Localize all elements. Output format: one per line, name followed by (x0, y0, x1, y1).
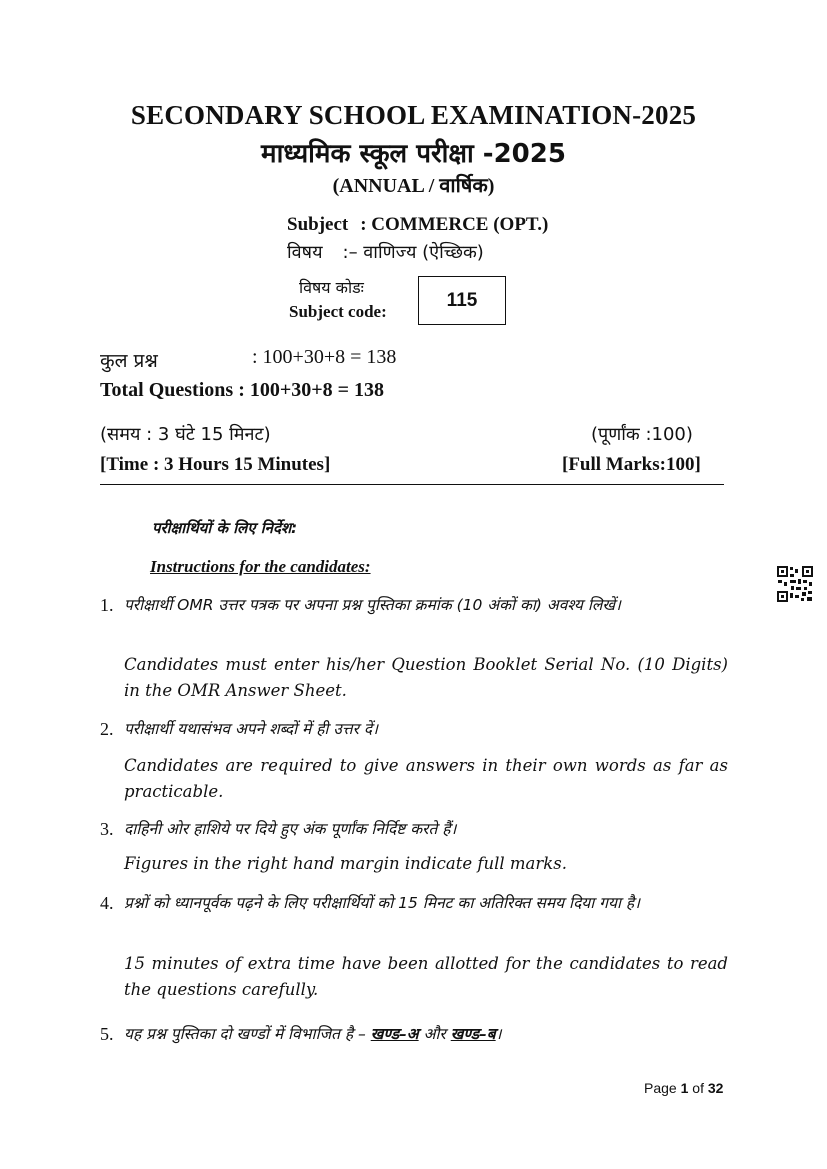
total-questions-label-en: Total Questions (100, 379, 234, 401)
instruction-text-hi: परीक्षार्थी OMR उत्तर पत्रक पर अपना प्रश्न पुस्तिका क्रमांक (10 अंकों का) अवश्य लिखें। (124, 596, 621, 614)
annual-label: (ANNUAL / वार्षिक) (332, 175, 495, 197)
instruction-number: 1. (100, 595, 114, 615)
instruction-number: 3. (100, 819, 114, 839)
total-questions-value-en: : 100+30+8 = 138 (238, 379, 385, 401)
time-en: [Time : 3 Hours 15 Minutes] (100, 454, 331, 475)
section-b-label: खण्ड–ब (450, 1025, 496, 1043)
time-hi: (समय : 3 घंटे 15 मिनट) (100, 424, 271, 445)
subject-line-en (287, 214, 548, 236)
instructions-heading-hi: परीक्षार्थियों के लिए निर्देश: (152, 519, 298, 537)
total-questions-value-hi: : 100+30+8 = 138 (252, 346, 397, 368)
exam-title-en: SECONDARY SCHOOL EXAMINATION-2025 (130, 100, 697, 130)
subject-value-hi: :– वाणिज्य (ऐच्छिक) (342, 242, 484, 263)
page-number: 1 (680, 1080, 689, 1096)
instruction-number: 4. (100, 893, 114, 913)
total-questions-en (100, 379, 384, 402)
instruction-text-en: 15 minutes of extra time have been allotted for the candidates to read the questions carefully. (124, 954, 728, 999)
instruction-5-and: और (423, 1025, 446, 1043)
qr-code-icon (776, 565, 814, 603)
instruction-text-hi: दाहिनी ओर हाशिये पर दिये हुए अंक पूर्णांक निर्दिष्ट करते हैं। (124, 820, 457, 838)
subject-code-label-en: Subject code: (289, 302, 387, 321)
subject-line-hi (287, 240, 484, 264)
instruction-text-en: Candidates are required to give answers in their own words as far as practicable. (124, 756, 728, 801)
page-footer (644, 1080, 723, 1096)
subject-code-label-hi: विषय कोडः (299, 278, 364, 297)
subject-code-box: 115 (418, 276, 506, 325)
page-of-label: of (692, 1080, 704, 1096)
instruction-text-hi: परीक्षार्थी यथासंभव अपने शब्दों में ही उत्तर दें। (124, 720, 378, 738)
subject-label-hi: विषय (287, 242, 323, 263)
page-total: 32 (707, 1080, 724, 1096)
exam-title-hi: माध्यमिक स्कूल परीक्षा -2025 (261, 139, 566, 169)
instruction-number: 5. (100, 1024, 114, 1044)
full-marks-en: [Full Marks:100] (562, 454, 701, 475)
full-marks-hi: (पूर्णांक :100) (591, 424, 693, 445)
instruction-text-en: Figures in the right hand margin indicate full marks. (124, 854, 567, 873)
total-questions-label-hi: कुल प्रश्न (100, 350, 158, 372)
instruction-5-end: । (495, 1025, 502, 1043)
instruction-number: 2. (100, 719, 114, 739)
section-a-label: खण्ड–अ (370, 1025, 419, 1043)
page-label: Page (644, 1080, 677, 1096)
header-divider (100, 484, 724, 485)
instruction-5-prefix: यह प्रश्न पुस्तिका दो खण्डों में विभाजित है – (124, 1025, 366, 1043)
instruction-text-hi (124, 1021, 728, 1047)
instruction-text-en: Candidates must enter his/her Question Booklet Serial No. (10 Digits) in the OMR Answer Sheet. (124, 655, 728, 700)
instructions-heading-en: Instructions for the candidates: (150, 557, 371, 576)
subject-value-en: : COMMERCE (OPT.) (360, 214, 549, 235)
subject-label-en: Subject (287, 214, 349, 235)
instruction-text-hi: प्रश्नों को ध्यानपूर्वक पढ़ने के लिए परीक्षार्थियों को 15 मिनट का अतिरिक्त समय दिया गया है। (124, 894, 640, 912)
